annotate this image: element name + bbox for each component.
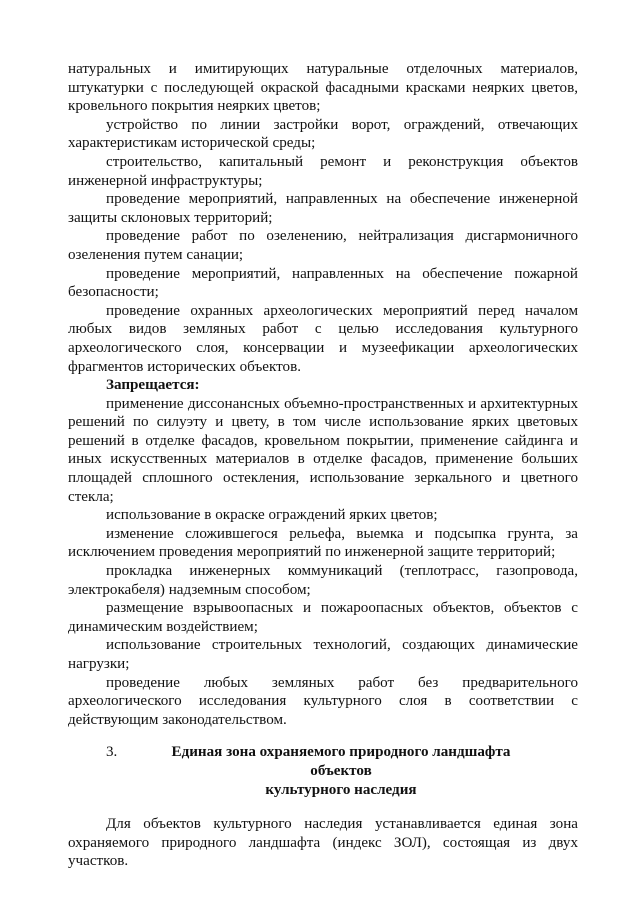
section-title-line2: культурного наследия <box>265 781 417 798</box>
prohibited-item: размещение взрывоопасных и пожароопасных объектов, объектов с динамическим воздействием; <box>68 600 578 635</box>
prohibited-item: применение диссонансных объемно-пространственных и архитектурных решений по силуэту и цвету, в том числе использование ярких цветовых решений в отделке фасадов, кровельном покрытии, применение сайдинга и иных искусственных материалов в отделке фасадов, применение больших площадей сплошного остекления, использование зеркального и цветного стекла; <box>68 395 578 505</box>
section-title-line1: Единая зона охраняемого природного ландшафта объектов <box>171 744 511 779</box>
document-page <box>68 60 578 871</box>
prohibited-item: использование строительных технологий, создающих динамические нагрузки; <box>68 637 578 672</box>
prohibited-heading: Запрещается: <box>106 377 200 394</box>
section-heading <box>68 743 578 799</box>
section-title <box>144 743 578 799</box>
section-number: 3. <box>106 744 118 761</box>
allowed-item: проведение мероприятий, направленных на обеспечение инженерной защиты склоновых территорий; <box>68 191 578 226</box>
lead-paragraph: натуральных и имитирующих натуральные отделочных материалов, штукатурки с последующей окраской фасадными красками неярких цветов, кровельного покрытия неярких цветов; <box>68 61 578 115</box>
allowed-item: проведение работ по озеленению, нейтрализация дисгармоничного озеленения путем санации; <box>68 228 578 263</box>
allowed-item: строительство, капитальный ремонт и реконструкция объектов инженерной инфраструктуры; <box>68 153 578 189</box>
prohibited-item: изменение сложившегося рельефа, выемка и подсыпка грунта, за исключением проведения мероприятий по инженерной защите территорий; <box>68 525 578 561</box>
allowed-item: проведение мероприятий, направленных на обеспечение пожарной безопасности; <box>68 265 578 301</box>
prohibited-item: проведение любых земляных работ без предварительного археологического исследования культурного слоя в соответствии с действующим законодательством. <box>68 674 578 728</box>
allowed-item: устройство по линии застройки ворот, ограждений, отвечающих характеристикам исторической среды; <box>68 116 578 152</box>
prohibited-item: прокладка инженерных коммуникаций (теплотрасс, газопровода, электрокабеля) надземным способом; <box>68 563 578 598</box>
prohibited-item: использование в окраске ограждений ярких цветов; <box>106 507 438 524</box>
section-intro: Для объектов культурного наследия устанавливается единая зона охраняемого природного ландшафта (индекс ЗОЛ), состоящая из двух участков. <box>68 816 578 870</box>
allowed-item: проведение охранных археологических мероприятий перед началом любых видов земляных работ с целью исследования культурного археологического слоя, консервации и музеефикации археологических фрагментов исторических объектов. <box>68 302 578 375</box>
